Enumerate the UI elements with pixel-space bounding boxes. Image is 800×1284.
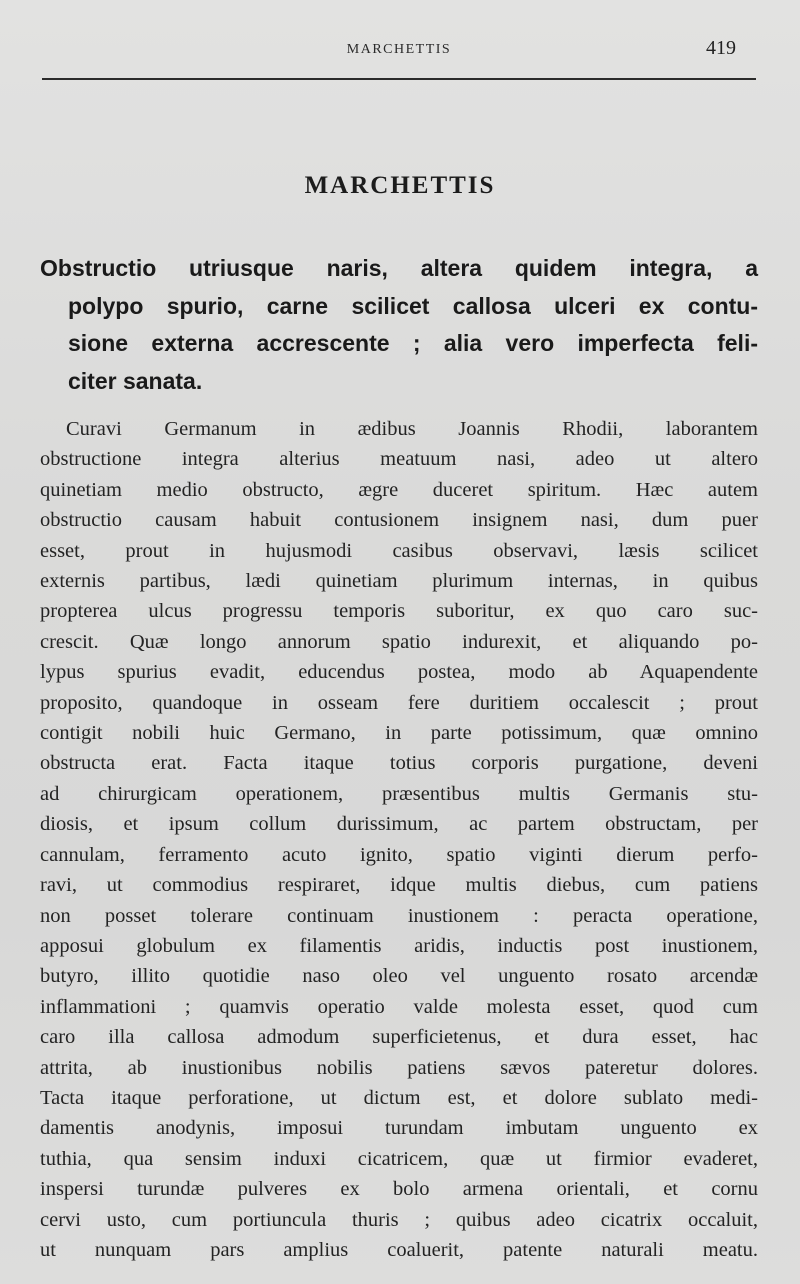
text-line: obstructa erat. Facta itaque totius corporis purgatione, deveni <box>40 752 758 775</box>
section-subtitle <box>40 250 758 400</box>
text-line: proposito, quandoque in osseam fere duritiem occalescit ; prout <box>40 691 758 714</box>
text-line: esset, prout in hujusmodi casibus observavi, læsis scilicet <box>40 539 758 562</box>
page-number: 419 <box>706 37 736 59</box>
subtitle-line: Obstructio utriusque naris, altera quidem integra, a <box>40 255 758 281</box>
text-line: cervi usto, cum portiuncula thuris ; quibus adeo cicatrix occaluit, <box>40 1208 758 1231</box>
text-line: obstructio causam habuit contusionem insignem nasi, dum puer <box>40 509 758 532</box>
text-line: Tacta itaque perforatione, ut dictum est, et dolore sublato medi- <box>40 1086 758 1109</box>
text-line: crescit. Quæ longo annorum spatio indurexit, et aliquando po- <box>40 630 758 653</box>
text-line: inflammationi ; quamvis operatio valde molesta esset, quod cum <box>40 995 758 1018</box>
subtitle-line: citer sanata. <box>68 367 203 394</box>
text-line: ravi, ut commodius respiraret, idque multis diebus, cum patiens <box>40 874 758 897</box>
text-line: Curavi Germanum in ædibus Joannis Rhodii, laborantem <box>66 418 758 440</box>
text-line: propterea ulcus progressu temporis suboritur, ex quo caro suc- <box>40 600 758 623</box>
subtitle-line: sione externa accrescente ; alia vero imperfecta feli- <box>68 330 758 356</box>
text-line: apposui globulum ex filamentis aridis, inductis post inustionem, <box>40 934 758 957</box>
text-line: externis partibus, lædi quinetiam plurimum internas, in quibus <box>40 570 758 593</box>
text-line: lypus spurius evadit, educendus postea, modo ab Aquapendente <box>40 661 758 684</box>
text-line: quinetiam medio obstructo, ægre duceret spiritum. Hæc autem <box>40 478 758 501</box>
running-header <box>42 36 756 66</box>
text-line: tuthia, qua sensim induxi cicatricem, quæ ut firmior evaderet, <box>40 1147 758 1170</box>
text-line: caro illa callosa admodum superficietenus, et dura esset, hac <box>40 1026 758 1049</box>
text-line: butyro, illito quotidie naso oleo vel unguento rosato arcendæ <box>40 965 758 988</box>
body-paragraph <box>40 414 758 1265</box>
text-line: attrita, ab inustionibus nobilis patiens sævos pateretur dolores. <box>40 1056 758 1079</box>
text-line: obstructione integra alterius meatuum nasi, adeo ut altero <box>40 448 758 471</box>
text-line: cannulam, ferramento acuto ignito, spatio viginti dierum perfo- <box>40 843 758 866</box>
chapter-title: MARCHETTIS <box>304 172 496 199</box>
text-line: diosis, et ipsum collum durissimum, ac partem obstructam, per <box>40 813 758 836</box>
running-title: MARCHETTIS <box>346 42 452 57</box>
text-line: inspersi turundæ pulveres ex bolo armena orientali, et cornu <box>40 1178 758 1201</box>
text-line: contigit nobili huic Germano, in parte potissimum, quæ omnino <box>40 722 758 745</box>
text-line: ad chirurgicam operationem, præsentibus multis Germanis stu- <box>40 782 758 805</box>
text-line: ut nunquam pars amplius coaluerit, patente naturali meatu. <box>40 1238 758 1261</box>
text-line: non posset tolerare continuam inustionem : peracta operatione, <box>40 904 758 927</box>
header-rule <box>42 78 756 80</box>
text-line: damentis anodynis, imposui turundam imbutam unguento ex <box>40 1117 758 1140</box>
subtitle-line: polypo spurio, carne scilicet callosa ulceri ex contu- <box>68 292 758 319</box>
